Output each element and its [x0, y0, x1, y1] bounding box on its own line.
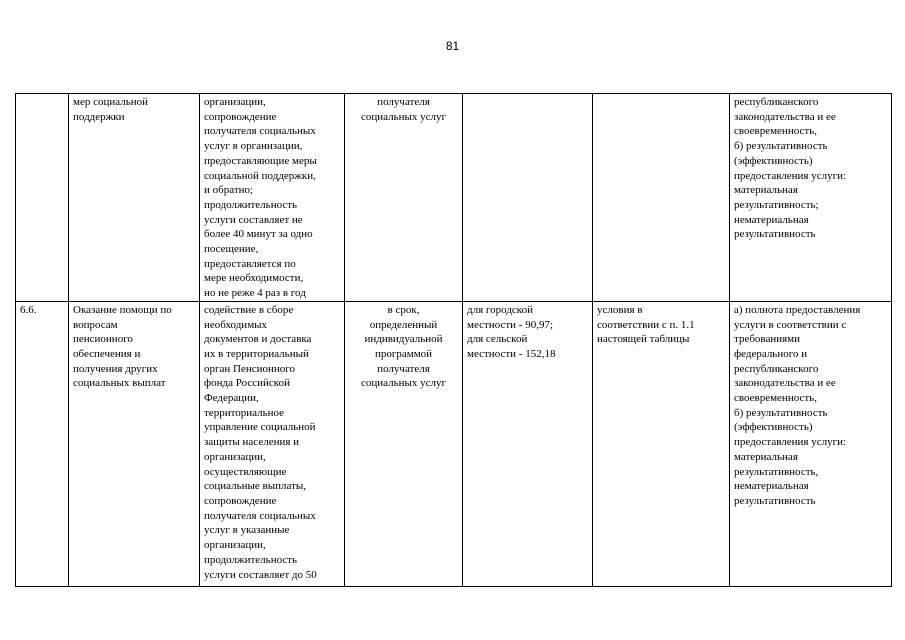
- cell-text-line: получателя социальных: [204, 509, 316, 522]
- cell-text-line: местности - 152,18: [467, 347, 556, 360]
- cell-text-line: Федерации,: [204, 392, 259, 405]
- service-name-cell: [69, 301, 200, 586]
- cell-text-line: федерального и: [734, 347, 808, 360]
- cell-text-line: их в территориальный: [204, 347, 309, 360]
- cell-text-line: б) результативность: [734, 140, 828, 153]
- cell-text-line: соответствии с п. 1.1: [597, 318, 695, 331]
- cell-text-line: в срок,: [387, 303, 420, 316]
- tariff-cell: [463, 301, 593, 586]
- cell-text-line: социальной поддержки,: [204, 169, 316, 182]
- cell-text-line: предоставляется по: [204, 257, 296, 270]
- cell-text-line: социальных услуг: [360, 377, 447, 390]
- cell-text-line: своевременность,: [734, 392, 817, 405]
- cell-text-line: б) результативность: [734, 406, 828, 419]
- cell-text-line: результативность: [734, 228, 816, 241]
- cell-text-line: мере необходимости,: [204, 272, 304, 285]
- cell-text-line: услуг в организации,: [204, 140, 303, 153]
- cell-text-line: для городской: [467, 303, 533, 316]
- tariff-cell: [463, 94, 593, 302]
- cell-text-line: нематериальная: [734, 480, 809, 493]
- cell-text-line: а) полнота предоставления: [734, 303, 861, 316]
- service-content-cell: [200, 94, 345, 302]
- cell-text-line: результативность: [734, 494, 816, 507]
- cell-text-line: вопросам: [73, 318, 118, 331]
- cell-text-line: предоставления услуги:: [734, 169, 847, 182]
- cell-text-line: более 40 минут за одно: [204, 228, 313, 241]
- table-row: [16, 301, 892, 586]
- cell-text-line: своевременность,: [734, 125, 817, 138]
- cell-text-line: организации,: [204, 450, 266, 463]
- cell-text-line: получателя: [377, 362, 430, 375]
- cell-text-line: защиты населения и: [204, 436, 300, 449]
- conditions-cell: [593, 301, 730, 586]
- cell-text-line: предоставляющие меры: [204, 154, 317, 167]
- cell-text-line: настоящей таблицы: [597, 333, 690, 346]
- cell-text-line: управление социальной: [204, 421, 316, 434]
- cell-text-line: необходимых: [204, 318, 268, 331]
- cell-text-line: социальных услуг: [360, 110, 447, 123]
- cell-text-line: посещение,: [204, 243, 259, 256]
- cell-text-line: сопровождение: [204, 110, 277, 123]
- service-term-cell: [345, 301, 463, 586]
- cell-text-line: социальные выплаты,: [204, 480, 307, 493]
- cell-text-line: мер социальной: [73, 96, 149, 108]
- cell-text-line: программой: [374, 347, 433, 360]
- service-content-cell: [200, 301, 345, 586]
- cell-text-line: фонда Российской: [204, 377, 290, 390]
- cell-text-line: Оказание помощи по: [73, 303, 172, 316]
- cell-text-line: организации,: [204, 539, 266, 552]
- cell-text-line: осуществляющие: [204, 465, 287, 478]
- cell-text-line: сопровождение: [204, 494, 277, 507]
- cell-text-line: результативность,: [734, 465, 819, 478]
- row-number-cell: [16, 94, 69, 302]
- service-name-cell: [69, 94, 200, 302]
- cell-text-line: получателя: [377, 96, 430, 108]
- cell-text-line: результативность;: [734, 198, 819, 211]
- page-number: 81: [445, 39, 460, 53]
- services-table: [15, 93, 892, 587]
- cell-text-line: обеспечения и: [73, 347, 141, 360]
- cell-text-line: содействие в сборе: [204, 303, 294, 316]
- cell-text-line: нематериальная: [734, 213, 809, 226]
- cell-text-line: орган Пенсионного: [204, 362, 296, 375]
- conditions-cell: [593, 94, 730, 302]
- cell-text-line: услуги в соответствии с: [734, 318, 847, 331]
- cell-text-line: требованиями: [734, 333, 801, 346]
- cell-text-line: услуги составляет до 50: [204, 568, 317, 581]
- cell-text-line: республиканского: [734, 96, 819, 108]
- cell-text-line: организации,: [204, 96, 266, 108]
- cell-text-line: республиканского: [734, 362, 819, 375]
- cell-text-line: продолжительность: [204, 198, 298, 211]
- cell-text-line: социальных выплат: [73, 377, 166, 390]
- quality-indicators-cell: [730, 94, 892, 302]
- cell-text-line: территориальное: [204, 406, 285, 419]
- cell-text-line: местности - 90,97;: [467, 318, 554, 331]
- table-row: [16, 94, 892, 302]
- cell-text-line: материальная: [734, 184, 798, 197]
- cell-text-line: предоставления услуги:: [734, 436, 847, 449]
- cell-text-line: условия в: [597, 303, 643, 316]
- cell-text-line: (эффективность): [734, 421, 813, 434]
- cell-text-line: услуг в указанные: [204, 524, 290, 537]
- cell-text-line: документов и доставка: [204, 333, 312, 346]
- cell-text-line: получения других: [73, 362, 158, 375]
- cell-text-line: законодательства и ее: [734, 377, 836, 390]
- cell-text-line: пенсионного: [73, 333, 133, 346]
- cell-text-line: материальная: [734, 450, 798, 463]
- row-number-cell: 6.6.: [16, 301, 69, 586]
- cell-text-line: услуги составляет не: [204, 213, 303, 226]
- cell-text-line: определенный: [369, 318, 438, 331]
- cell-text-line: индивидуальной: [364, 333, 443, 346]
- service-term-cell: [345, 94, 463, 302]
- cell-text-line: поддержки: [73, 110, 125, 123]
- cell-text-line: продолжительность: [204, 553, 298, 566]
- cell-text-line: но не реже 4 раз в год: [204, 287, 306, 300]
- cell-text-line: (эффективность): [734, 154, 813, 167]
- cell-text-line: и обратно;: [204, 184, 254, 197]
- cell-text-line: законодательства и ее: [734, 110, 836, 123]
- quality-indicators-cell: [730, 301, 892, 586]
- cell-text-line: для сельской: [467, 333, 528, 346]
- cell-text-line: получателя социальных: [204, 125, 316, 138]
